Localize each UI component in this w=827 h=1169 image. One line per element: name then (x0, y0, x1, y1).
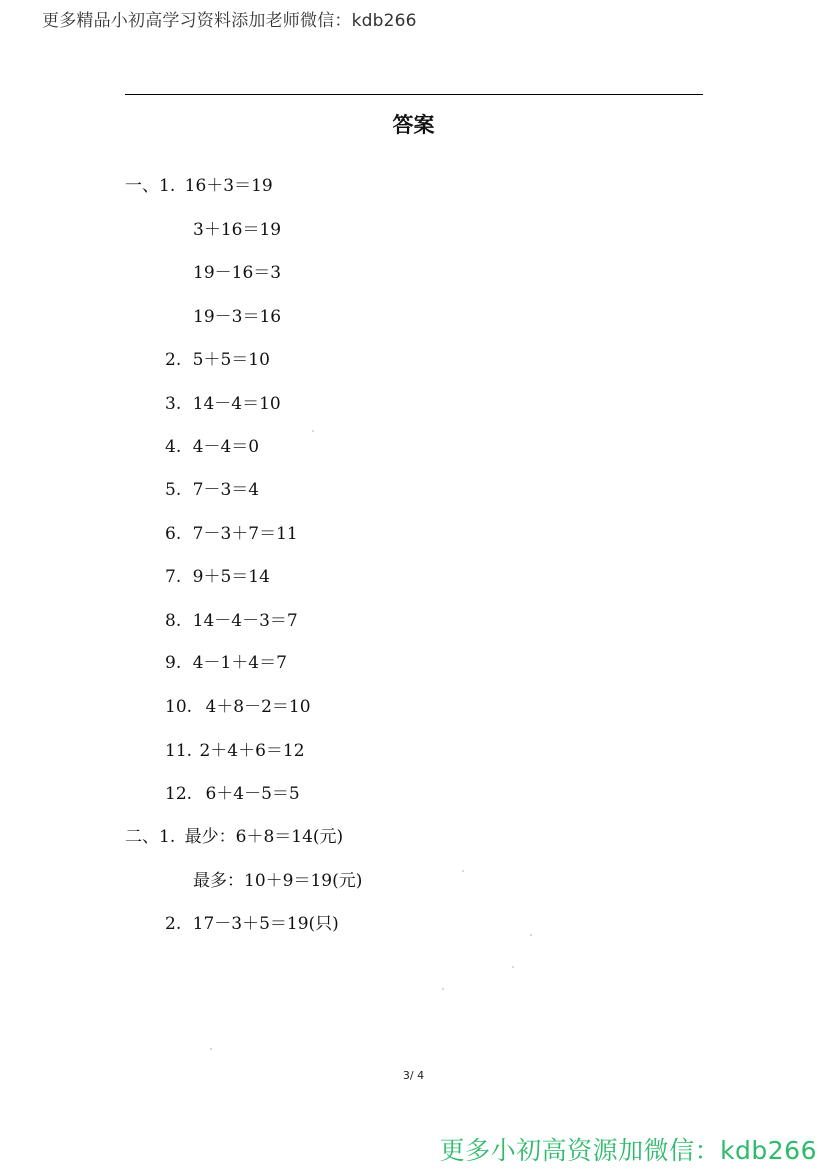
answer-text: 最多：10＋9＝19(元) (193, 871, 363, 891)
answer-label: 5. (165, 480, 182, 500)
answer-label: 2. (165, 350, 182, 370)
page-title: 答案 (392, 113, 435, 137)
answer-text: 4－4＝0 (192, 437, 260, 457)
answer-label: 12. (165, 784, 193, 804)
answer-label: 8. (165, 611, 182, 631)
answer-line (165, 913, 339, 935)
answer-text: 9＋5＝14 (192, 567, 270, 587)
answer-text: 7－3＋7＝11 (192, 524, 298, 544)
answer-text: 14－4＝10 (192, 394, 281, 414)
scan-speck (210, 1048, 212, 1050)
header-watermark: 更多精品小初高学习资料添加老师微信：kdb266 (42, 11, 417, 31)
answer-label: 二、1. (125, 827, 176, 847)
answer-label: 7. (165, 567, 182, 587)
answer-label: 2. (165, 914, 182, 934)
answer-label: 9. (165, 653, 182, 673)
answer-line (165, 610, 298, 632)
scan-speck (530, 934, 532, 936)
answer-label: 6. (165, 524, 182, 544)
scan-speck (462, 870, 464, 872)
answer-text: 4＋8－2＝10 (205, 697, 311, 717)
answer-text: 4－1＋4＝7 (192, 653, 287, 673)
answer-text: 19－16＝3 (193, 263, 282, 283)
answer-line (165, 393, 281, 415)
answer-text: 19－3＝16 (193, 307, 282, 327)
answer-line (193, 219, 281, 241)
answer-line (193, 870, 362, 892)
answer-line (165, 523, 298, 545)
answer-label: 一、1. (125, 176, 176, 196)
header-rule (125, 94, 703, 95)
answer-text: 6＋4－5＝5 (205, 784, 300, 804)
page-number: 3/ 4 (402, 1069, 425, 1082)
answer-line (165, 349, 270, 371)
answer-line (165, 436, 259, 458)
answer-line (165, 479, 259, 501)
answer-line (193, 306, 281, 328)
answer-text: 5＋5＝10 (192, 350, 270, 370)
answer-line (193, 262, 281, 284)
answer-text: 7－3＝4 (192, 480, 260, 500)
answer-line (165, 652, 287, 674)
answer-text: 2＋4＋6＝12 (199, 741, 305, 761)
answer-label: 3. (165, 394, 182, 414)
answer-label: 10. (165, 697, 193, 717)
answer-line (165, 696, 311, 718)
answer-line (125, 175, 273, 197)
answer-line (165, 783, 300, 805)
answer-line (165, 566, 270, 588)
footer-watermark: 更多小初高资源加微信：kdb266 (439, 1136, 817, 1165)
answer-text: 14－4－3＝7 (192, 611, 298, 631)
scan-speck (512, 966, 514, 968)
answer-line (165, 740, 305, 762)
answer-text: 最少：6＋8＝14(元) (184, 827, 344, 847)
scan-speck (312, 430, 314, 432)
answer-label: 4. (165, 437, 182, 457)
scan-speck (442, 988, 444, 990)
answer-text: 17－3＋5＝19(只) (192, 914, 339, 934)
answer-text: 3＋16＝19 (193, 220, 282, 240)
answer-line (125, 826, 343, 848)
answer-label: 11. (165, 741, 193, 761)
answer-text: 16＋3＝19 (184, 176, 273, 196)
